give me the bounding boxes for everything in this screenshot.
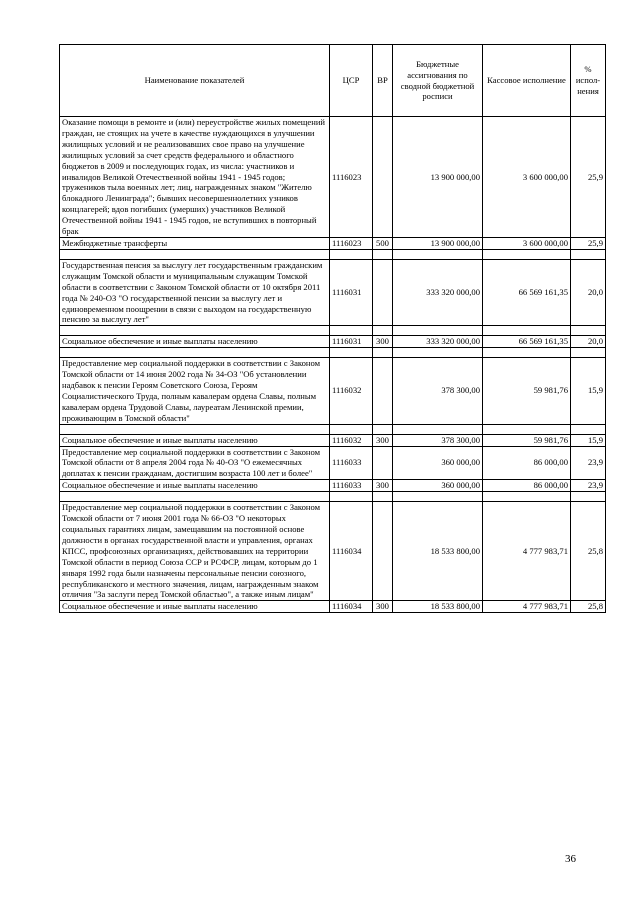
row-csr: 1116032	[330, 434, 373, 446]
row-csr: 1116034	[330, 601, 373, 613]
table-row	[60, 358, 606, 424]
row-csr: 1116031	[330, 259, 373, 325]
table-header-row	[60, 45, 606, 117]
row-budget: 333 320 000,00	[393, 259, 483, 325]
row-pct: 15,9	[571, 358, 606, 424]
table-row	[60, 480, 606, 492]
row-vr	[373, 502, 393, 601]
row-name: Оказание помощи в ремонте и (или) переустройстве жилых помещений граждан, не стоящих на учете в качестве нуждающихся в улучшении жилищных условий и не реализовавших свое право на улучшение жилищных условий за счет средств федерального и областного бюджетов в 2009 и последующих годах, из числа: участников и инвалидов Великой Отечественной войны 1941 - 1945 годов; тружеников тыла военных лет; лиц, награжденных знаком "Жителю блокадного Ленинграда"; бывших несовершеннолетних узников концлагерей; вдов погибших (умерших) участников Великой Отечественной войны 1941 - 1945 годов, не вступивших в повторный брак	[60, 117, 330, 238]
row-pct: 15,9	[571, 434, 606, 446]
row-vr: 500	[373, 237, 393, 249]
header-csr: ЦСР	[330, 45, 373, 117]
row-cash: 66 569 161,35	[483, 259, 571, 325]
row-budget: 333 320 000,00	[393, 336, 483, 348]
row-name: Государственная пенсия за выслугу лет государственным гражданским служащим Томской области и муниципальным служащим Томской области в соответствии с Законом Томской области от 10 октября 2011 года № 240-ОЗ "О государственной пенсии за выслугу лет и единовременном поощрении в связи с выходом на государственную пенсию за выслугу лет"	[60, 259, 330, 325]
row-budget: 360 000,00	[393, 446, 483, 480]
page-number: 36	[565, 853, 576, 865]
row-cash: 86 000,00	[483, 480, 571, 492]
row-csr: 1116033	[330, 446, 373, 480]
row-budget: 360 000,00	[393, 480, 483, 492]
row-cash: 59 981,76	[483, 434, 571, 446]
row-pct: 25,8	[571, 502, 606, 601]
header-budget: Бюджетные ассигнования по сводной бюджетной росписи	[393, 45, 483, 117]
row-budget: 378 300,00	[393, 434, 483, 446]
row-vr	[373, 358, 393, 424]
row-name: Предоставление мер социальной поддержки в соответствии с Законом Томской области от 7 июня 2001 года № 66-ОЗ "О некоторых социальных гарантиях лицам, замещавшим на постоянной основе должности в органах государственной власти и управления, органах КПСС, профсоюзных организациях, действовавших на территории Томской области в период Союза ССР и РСФСР, лицам, которым до 1 января 1992 года были назначены персональные пенсии союзного, республиканского и местного значения, лицам, награжденным знаком отличия "За заслуги перед Томской областью", а также иным лицам"	[60, 502, 330, 601]
row-vr: 300	[373, 434, 393, 446]
budget-execution-table	[59, 44, 606, 613]
header-cash: Кассовое исполнение	[483, 45, 571, 117]
table-row	[60, 259, 606, 325]
row-name: Социальное обеспечение и иные выплаты населению	[60, 601, 330, 613]
row-csr: 1116034	[330, 502, 373, 601]
row-vr	[373, 446, 393, 480]
table-row	[60, 434, 606, 446]
spacer-row	[60, 424, 606, 434]
row-name: Предоставление мер социальной поддержки в соответствии с Законом Томской области от 8 апреля 2004 года № 40-ОЗ "О ежемесячных доплатах к пенсии гражданам, достигшим возраста 100 лет и более"	[60, 446, 330, 480]
row-name: Социальное обеспечение и иные выплаты населению	[60, 480, 330, 492]
spacer-row	[60, 326, 606, 336]
row-cash: 3 600 000,00	[483, 117, 571, 238]
row-cash: 59 981,76	[483, 358, 571, 424]
row-csr: 1116032	[330, 358, 373, 424]
row-vr: 300	[373, 480, 393, 492]
header-vr: ВР	[373, 45, 393, 117]
header-name: Наименование показателей	[60, 45, 330, 117]
row-csr: 1116023	[330, 117, 373, 238]
row-budget: 13 900 000,00	[393, 117, 483, 238]
table-row	[60, 446, 606, 480]
row-name: Предоставление мер социальной поддержки в соответствии с Законом Томской области от 14 июня 2002 года № 34-ОЗ "Об установлении надбавок к пенсии Героям Советского Союза, Героям Социалистического Труда, полным кавалерам ордена Славы, полным кавалерам ордена Трудовой Славы, лауреатам Ленинской премии, проживающим в Томской области"	[60, 358, 330, 424]
row-pct: 25,9	[571, 237, 606, 249]
row-pct: 20,0	[571, 336, 606, 348]
row-csr: 1116023	[330, 237, 373, 249]
row-budget: 378 300,00	[393, 358, 483, 424]
row-cash: 3 600 000,00	[483, 237, 571, 249]
row-pct: 23,9	[571, 480, 606, 492]
table-row	[60, 601, 606, 613]
row-vr	[373, 117, 393, 238]
table-row	[60, 237, 606, 249]
row-pct: 20,0	[571, 259, 606, 325]
spacer-row	[60, 492, 606, 502]
row-cash: 4 777 983,71	[483, 502, 571, 601]
row-cash: 86 000,00	[483, 446, 571, 480]
row-budget: 13 900 000,00	[393, 237, 483, 249]
row-csr: 1116033	[330, 480, 373, 492]
row-budget: 18 533 800,00	[393, 601, 483, 613]
spacer-row	[60, 249, 606, 259]
row-csr: 1116031	[330, 336, 373, 348]
row-vr	[373, 259, 393, 325]
row-budget: 18 533 800,00	[393, 502, 483, 601]
row-name: Межбюджетные трансферты	[60, 237, 330, 249]
row-name: Социальное обеспечение и иные выплаты населению	[60, 336, 330, 348]
row-vr: 300	[373, 336, 393, 348]
table-row	[60, 117, 606, 238]
table-row	[60, 336, 606, 348]
spacer-row	[60, 348, 606, 358]
header-pct: % испол-нения	[571, 45, 606, 117]
row-cash: 4 777 983,71	[483, 601, 571, 613]
row-pct: 25,9	[571, 117, 606, 238]
row-pct: 25,8	[571, 601, 606, 613]
table-row	[60, 502, 606, 601]
row-cash: 66 569 161,35	[483, 336, 571, 348]
row-vr: 300	[373, 601, 393, 613]
row-name: Социальное обеспечение и иные выплаты населению	[60, 434, 330, 446]
row-pct: 23,9	[571, 446, 606, 480]
